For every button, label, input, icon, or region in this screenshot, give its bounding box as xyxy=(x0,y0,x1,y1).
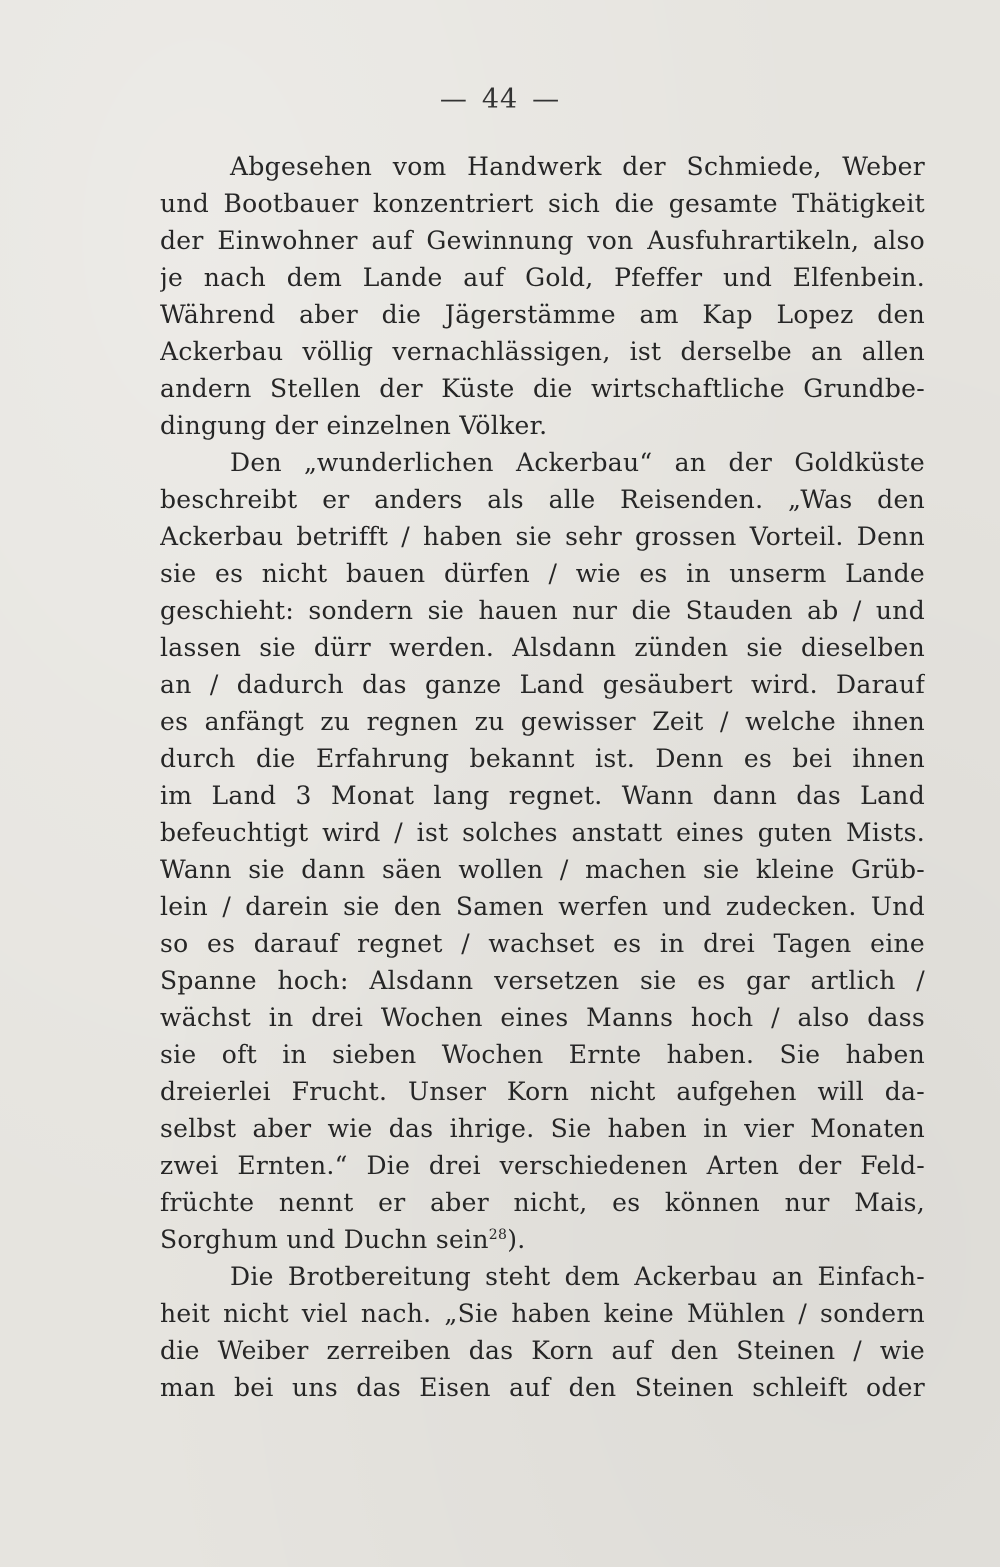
text-line: befeuchtigt wird / ist solches anstatt eines guten Mists. xyxy=(160,818,925,847)
text-line: Ackerbau völlig vernachlässigen, ist derselbe an allen xyxy=(160,337,925,366)
text-line: an / dadurch das ganze Land gesäubert wird. Darauf xyxy=(160,670,925,699)
text-line: Abgesehen vom Handwerk der Schmiede, Weber xyxy=(230,152,925,181)
text-line: der Einwohner auf Gewinnung von Ausfuhrartikeln, also xyxy=(160,226,925,255)
text-line: geschieht: sondern sie hauen nur die Stauden ab / und xyxy=(160,596,925,625)
text-line: Ackerbau betrifft / haben sie sehr grossen Vorteil. Denn xyxy=(160,522,925,551)
text-line: sie es nicht bauen dürfen / wie es in unserm Lande xyxy=(160,559,925,588)
text-line: im Land 3 Monat lang regnet. Wann dann das Land xyxy=(160,781,925,810)
text-line: so es darauf regnet / wachset es in drei Tagen eine xyxy=(160,929,925,958)
text-line: Die Brotbereitung steht dem Ackerbau an Einfach- xyxy=(230,1262,925,1291)
text-line: und Bootbauer konzentriert sich die gesamte Thätigkeit xyxy=(160,189,925,218)
page-number-right-dash: — xyxy=(532,84,561,115)
text-line: je nach dem Lande auf Gold, Pfeffer und Elfenbein. xyxy=(160,263,925,292)
body-text xyxy=(160,148,925,1406)
text-line: dreierlei Frucht. Unser Korn nicht aufgehen will da- xyxy=(160,1077,925,1106)
text-line: früchte nennt er aber nicht, es können nur Mais, xyxy=(160,1188,925,1217)
text-line-with-footnote xyxy=(160,1221,925,1258)
text-line: heit nicht viel nach. „Sie haben keine Mühlen / sondern xyxy=(160,1299,925,1328)
text-line: wächst in drei Wochen eines Manns hoch / also dass xyxy=(160,1003,925,1032)
text-line: Wann sie dann säen wollen / machen sie kleine Grüb- xyxy=(160,855,925,884)
page-number-left-dash: — xyxy=(439,84,468,115)
page-number: 44 xyxy=(481,84,519,115)
text-line: andern Stellen der Küste die wirtschaftliche Grundbe- xyxy=(160,374,925,403)
text-line: selbst aber wie das ihrige. Sie haben in vier Monaten xyxy=(160,1114,925,1143)
text-line: zwei Ernten.“ Die drei verschiedenen Arten der Feld- xyxy=(160,1151,925,1180)
text-line: beschreibt er anders als alle Reisenden. „Was den xyxy=(160,485,925,514)
text-line: Spanne hoch: Alsdann versetzen sie es gar artlich / xyxy=(160,966,925,995)
text-line: lein / darein sie den Samen werfen und zudecken. Und xyxy=(160,892,925,921)
text-line: es anfängt zu regnen zu gewisser Zeit / welche ihnen xyxy=(160,707,925,736)
text-line: man bei uns das Eisen auf den Steinen schleift oder xyxy=(160,1373,925,1402)
text-line: lassen sie dürr werden. Alsdann zünden sie dieselben xyxy=(160,633,925,662)
text-line: Den „wunderlichen Ackerbau“ an der Goldküste xyxy=(230,448,925,477)
text-line-content: Sorghum und Duchn sein xyxy=(160,1225,489,1254)
text-line-tail: ). xyxy=(507,1225,526,1254)
page-number-header xyxy=(0,84,1000,115)
footnote-reference: 28 xyxy=(488,1227,508,1243)
text-line: die Weiber zerreiben das Korn auf den Steinen / wie xyxy=(160,1336,925,1365)
text-line: sie oft in sieben Wochen Ernte haben. Sie haben xyxy=(160,1040,925,1069)
text-line: dingung der einzelnen Völker. xyxy=(160,411,548,440)
text-line: durch die Erfahrung bekannt ist. Denn es bei ihnen xyxy=(160,744,925,773)
text-line: Während aber die Jägerstämme am Kap Lopez den xyxy=(160,300,925,329)
